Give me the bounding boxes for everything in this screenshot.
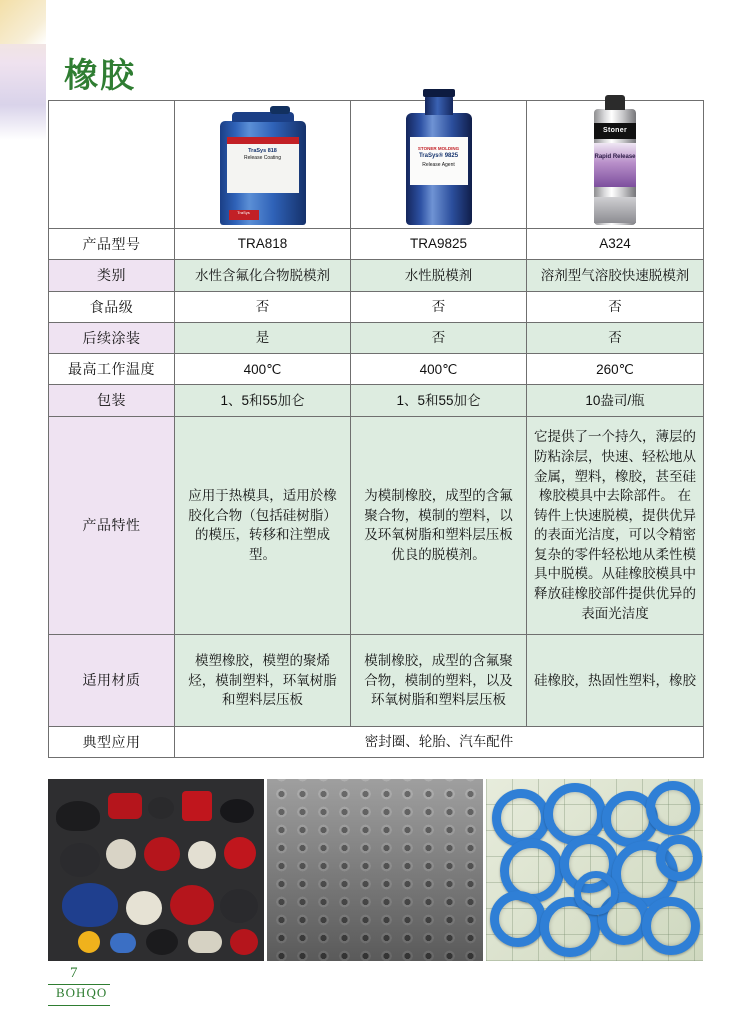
table-row-food-grade xyxy=(49,291,704,322)
max-temp-value-3: 260℃ xyxy=(527,354,704,385)
jerrycan-brand-badge: TraSys xyxy=(229,210,259,220)
blue-o-rings-photo xyxy=(486,779,703,961)
row-label-category: 类别 xyxy=(49,260,175,291)
product-photo-bottle xyxy=(406,113,472,225)
product-spec-table xyxy=(48,100,704,758)
bottle-label-line1: TraSys® 9825 xyxy=(418,152,459,159)
jerrycan-label-line2: Release Coating xyxy=(244,154,281,161)
product-photo-aerosol xyxy=(594,109,636,225)
jerrycan-label xyxy=(227,137,299,193)
table-row-applications xyxy=(49,726,704,757)
food-grade-value-2: 否 xyxy=(351,291,527,322)
row-label-applications: 典型应用 xyxy=(49,726,175,757)
page-number: 7 xyxy=(70,965,78,981)
row-label-food-grade: 食品级 xyxy=(49,291,175,322)
row-label-materials: 适用材质 xyxy=(49,634,175,726)
materials-value-1: 模塑橡胶，模塑的聚烯烃，模制塑料，环氧树脂和塑料层压板 xyxy=(175,634,351,726)
product-photo-jerrycan xyxy=(220,121,306,225)
max-temp-value-2: 400℃ xyxy=(351,354,527,385)
category-value-1: 水性含氟化合物脱模剂 xyxy=(175,260,351,291)
row-label-image xyxy=(49,101,175,229)
features-value-1: 应用于热模具，适用於橡胶化合物（包括硅树脂）的模压，转移和注塑成型。 xyxy=(175,416,351,634)
table-row-features xyxy=(49,416,704,634)
mold-shading-overlay xyxy=(267,779,483,961)
product-image-cell-1 xyxy=(175,101,351,229)
table-row-post-coating xyxy=(49,322,704,353)
row-label-features: 产品特性 xyxy=(49,416,175,634)
model-value-2: TRA9825 xyxy=(351,229,527,260)
rubber-mold-sheet-photo xyxy=(267,779,483,961)
post-coating-value-3: 否 xyxy=(527,322,704,353)
post-coating-value-1: 是 xyxy=(175,322,351,353)
bottle-label-badge: STONER MOLDING xyxy=(417,145,460,151)
materials-value-2: 模制橡胶，成型的含氟聚合物，模制的塑料，以及环氧树脂和塑料层压板 xyxy=(351,634,527,726)
page-title: 橡胶 xyxy=(64,58,136,95)
aerosol-label-text: Rapid Release xyxy=(594,143,636,187)
table-row-packaging xyxy=(49,385,704,416)
corner-decoration-accent xyxy=(0,0,46,44)
footer-divider-bottom xyxy=(48,1005,110,1006)
table-row-category xyxy=(49,260,704,291)
row-label-model: 产品型号 xyxy=(49,229,175,260)
food-grade-value-3: 否 xyxy=(527,291,704,322)
table-row-images xyxy=(49,101,704,229)
table-row-model xyxy=(49,229,704,260)
table-row-max-temp xyxy=(49,354,704,385)
model-value-1: TRA818 xyxy=(175,229,351,260)
footer-logo: BOHQO xyxy=(56,985,108,1000)
packaging-value-3: 10盎司/瓶 xyxy=(527,385,704,416)
food-grade-value-1: 否 xyxy=(175,291,351,322)
photo-strip xyxy=(48,779,703,961)
row-label-packaging: 包装 xyxy=(49,385,175,416)
aerosol-brand-band: Stoner xyxy=(594,123,636,139)
category-value-2: 水性脱模剂 xyxy=(351,260,527,291)
table-row-materials xyxy=(49,634,704,726)
packaging-value-1: 1、5和55加仑 xyxy=(175,385,351,416)
category-value-3: 溶剂型气溶胶快速脱模剂 xyxy=(527,260,704,291)
row-label-post-coating: 后续涂装 xyxy=(49,322,175,353)
bottle-label xyxy=(410,137,468,185)
features-value-3: 它提供了一个持久，薄层的防粘涂层，快速、轻松地从金属，塑料，橡胶，甚至硅橡胶模具中去除部件。 在铸件上快速脱模，提供优异的表面光洁度，可以令精密复杂的零件轻松地从柔性模具中脱模。从硅橡胶模具中释放硅橡胶部件提供优异的表面光洁度 xyxy=(527,416,704,634)
page-footer xyxy=(48,965,248,1011)
features-value-2: 为模制橡胶，成型的含氟聚合物，模制的塑料，以及环氧树脂和塑料层压板优良的脱模剂。 xyxy=(351,416,527,634)
jerrycan-label-line1: TraSys 818 xyxy=(248,147,277,154)
product-image-cell-3 xyxy=(527,101,704,229)
materials-value-3: 硅橡胶，热固性塑料，橡胶 xyxy=(527,634,704,726)
applications-value-merged: 密封圈、轮胎、汽车配件 xyxy=(175,726,704,757)
molded-rubber-parts-photo xyxy=(48,779,264,961)
packaging-value-2: 1、5和55加仑 xyxy=(351,385,527,416)
bottle-label-line2: Release Agent xyxy=(422,162,455,169)
model-value-3: A324 xyxy=(527,229,704,260)
max-temp-value-1: 400℃ xyxy=(175,354,351,385)
product-image-cell-2 xyxy=(351,101,527,229)
row-label-max-temp: 最高工作温度 xyxy=(49,354,175,385)
aerosol-bottom-band xyxy=(594,197,636,223)
post-coating-value-2: 否 xyxy=(351,322,527,353)
